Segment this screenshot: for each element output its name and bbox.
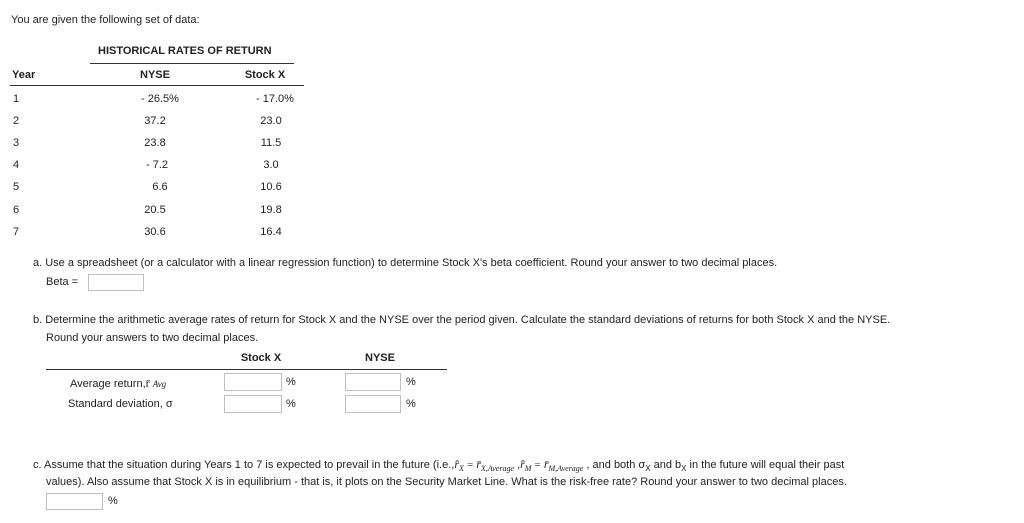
cell-stock-x: 10.6 [260,181,282,193]
cell-stock-x: 11.5 [260,137,282,149]
r-hat-symbol: r̂ [454,457,459,471]
beta-input[interactable] [88,274,144,291]
header-year: Year [12,69,36,81]
cell-stock-x: 3.0 [263,159,279,171]
comma: , [517,459,521,471]
r-bar-symbol: r̄ [476,457,481,471]
r-bar-symbol: r̄ [543,457,549,471]
cell-nyse: 6.6 [152,181,168,193]
part-c-question-end: in the future will equal their past [689,459,845,471]
cell-nyse: - 7.2 [145,159,168,171]
part-c-question-and: and b [653,459,682,471]
part-c-question-mid: , and both σ [586,459,646,471]
avg-return-text: Average return, [70,378,146,390]
cell-nyse: 37.2 [144,115,166,127]
cell-stock-x: 16.4 [260,226,282,238]
risk-free-rate-input[interactable] [46,493,103,510]
part-b-table-divider [46,369,447,370]
equals-sign: = [466,459,474,471]
part-b-question: b. Determine the arithmetic average rates of return for Stock X and the NYSE over the period given. Calculate the standard deviations of returns for both Stock X and the NYSE. [33,314,891,326]
percent-sign: % [406,398,416,410]
cell-stock-x: 23.0 [260,115,282,127]
cell-nyse: 20.5 [144,204,166,216]
sigma-subscript: X [645,464,651,473]
part-a-question: a. Use a spreadsheet (or a calculator with a linear regression function) to determine Stock X's beta coefficient. Round your answer to two decimal places. [33,257,778,269]
cell-stock-x: 19.8 [260,204,282,216]
intro-text: You are given the following set of data: [11,14,200,26]
part-c-question [33,457,844,473]
part-c-question-line2: values). Also assume that Stock X is in equilibrium - that is, it plots on the Security Market Line. What is the risk-free rate? Round your answer to two decimal places. [46,476,847,488]
b-subscript: X [681,464,687,473]
cell-year: 1 [13,93,20,105]
header-stock-x: Stock X [244,69,286,81]
table-header-divider [10,85,304,86]
cell-year: 4 [13,159,20,171]
r-bar-m-subscript: M,Average [548,464,584,473]
beta-label: Beta = [46,276,79,288]
r-hat-x-subscript: X [458,464,464,473]
cell-year: 3 [13,137,20,149]
equals-sign: = [534,459,541,471]
std-dev-nyse-input[interactable] [345,395,401,413]
std-dev-label: Standard deviation, σ [68,398,173,410]
col-header-nyse: NYSE [365,352,395,364]
avg-return-stock-x-input[interactable] [224,373,282,391]
table-title: HISTORICAL RATES OF RETURN [98,45,272,57]
avg-subscript: Avg [152,379,167,389]
header-nyse: NYSE [140,69,170,81]
percent-sign: % [406,376,416,388]
col-header-stock-x: Stock X [240,352,282,364]
percent-sign: % [286,376,296,388]
r-hat-symbol: r̂ [520,457,525,471]
part-b-question-line2: Round your answers to two decimal places. [46,332,259,344]
cell-year: 6 [13,204,20,216]
cell-nyse: 23.8 [144,137,166,149]
r-bar-symbol: r̄ [145,376,150,390]
cell-year: 7 [13,226,20,238]
avg-return-label [70,376,166,391]
cell-nyse: 30.6 [144,226,166,238]
percent-sign: % [286,398,296,410]
avg-return-nyse-input[interactable] [345,373,401,391]
std-dev-stock-x-input[interactable] [224,395,282,413]
percent-sign: % [108,495,118,507]
cell-year: 2 [13,115,20,127]
part-c-question-start: c. Assume that the situation during Years 1 to 7 is expected to prevail in the future (i.e., [33,459,455,471]
cell-stock-x: - 17.0% [256,93,294,105]
cell-year: 5 [13,181,20,193]
cell-nyse: - 26.5% [141,93,179,105]
r-bar-x-subscript: X,Average [480,464,514,473]
r-hat-m-subscript: M [524,464,532,473]
table-title-divider [90,63,294,64]
